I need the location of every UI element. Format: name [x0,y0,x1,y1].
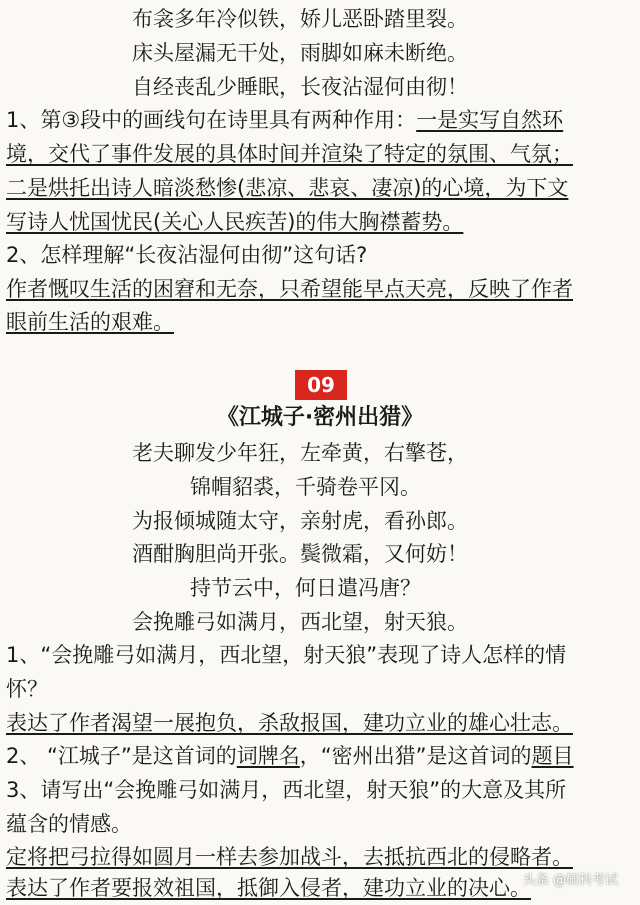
question-1-text: 1、第③段中的画线句在诗里具有两种作用： [6,108,417,132]
answer-2-line: 作者慨叹生活的困窘和无奈，只希望能早点天亮，反映了作者 [6,277,573,301]
poem2-question-2 [6,741,574,771]
poem1-line: 布衾多年冷似铁，娇儿恶卧踏里裂。 [132,7,468,31]
q2-text: 2、 “江城子”是这首词的 [6,744,237,768]
poem2-question-1: 1、“会挽雕弓如满月，西北望，射天狼”表现了诗人怎样的情 [6,643,567,667]
poem2-question-3-cont: 蕴含的情感。 [6,812,132,836]
poem2-question-3: 3、请写出“会挽雕弓如满月，西北望，射天狼”的大意及其所 [6,778,567,802]
poem2-line: 持节云中，何日遣冯唐？ [190,576,421,600]
poem2-line: 酒酣胸胆尚开张。鬓微霜，又何妨！ [132,542,468,566]
poem2-answer-1: 表达了作者渴望一展抱负，杀敌报国，建功立业的雄心壮志。 [6,711,573,735]
question-1 [6,105,563,135]
poem2-line: 老夫聊发少年狂，左牵黄，右擎苍， [132,441,468,465]
poem2-answer-3-line: 表达了作者要报效祖国，抵御入侵者，建功立业的决心。 [6,876,531,900]
answer-2-line: 眼前生活的艰难。 [6,310,174,334]
poem2-question-1-cont: 怀？ [6,677,48,701]
answer-1-line: 境，交代了事件发展的具体时间并渲染了特定的氛围、气氛； [6,142,573,166]
poem2-line: 为报倾城随太守，亲射虎，看孙郎。 [132,509,468,533]
answer-1-line: 写诗人忧国忧民(关心人民疾苦)的伟大胸襟蓄势。 [6,210,464,234]
answer-1-line: 二是烘托出诗人暗淡愁惨(悲凉、悲哀、凄凉)的心境，为下文 [6,176,569,200]
poem2-answer-3-line: 定将把弓拉得如圆月一样去参加战斗，去抵抗西北的侵略者。 [6,845,573,869]
section-number-badge: 09 [295,370,347,400]
poem1-line: 自经丧乱少睡眠，长夜沾湿何由彻！ [132,75,468,99]
poem1-line: 床头屋漏无干处，雨脚如麻未断绝。 [132,41,468,65]
q2-answer-cipaiming: 词牌名 [236,744,300,768]
poem-title: 《江城子·密州出猎》 [216,405,424,430]
watermark: 头条 @硕科考试 [522,873,618,888]
answer-1-part: 一是实写自然环 [416,108,564,132]
q2-answer-title: 题目 [531,744,574,768]
question-2: 2、怎样理解“长夜沾湿何由彻”这句话? [6,243,368,267]
q2-text: ，“密州出猎”是这首词的 [299,744,532,768]
poem2-line: 会挽雕弓如满月，西北望，射天狼。 [132,610,468,634]
poem2-line: 锦帽貂裘，千骑卷平冈。 [190,475,421,499]
